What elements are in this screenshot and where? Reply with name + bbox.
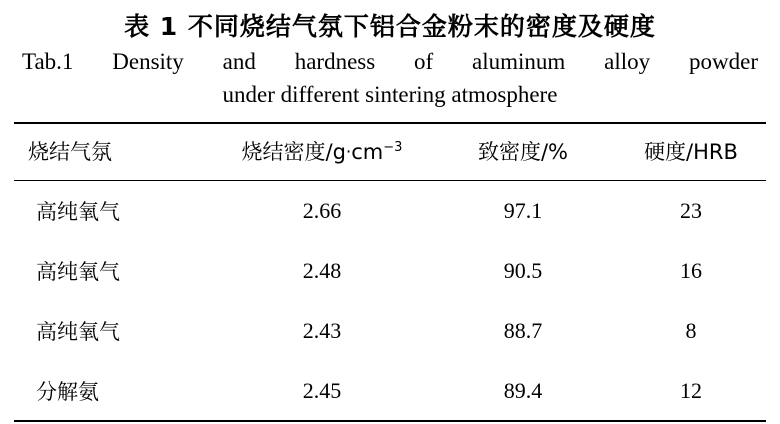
cell-atmosphere: 高纯氧气	[36, 200, 120, 224]
cell-density: 2.43	[302, 318, 342, 343]
caption-english-line-2: under different sintering atmosphere	[222, 82, 558, 107]
cell-density: 2.48	[302, 258, 342, 283]
cell-hardness: 23	[680, 198, 702, 223]
table-header	[14, 123, 766, 181]
column-header-density-dot: ·	[345, 141, 352, 162]
table-caption	[14, 10, 766, 110]
column-header-atmosphere: 烧结气氛	[14, 123, 214, 181]
column-header-density-text: 烧结密度/g	[241, 140, 346, 164]
cell-density: 2.45	[302, 378, 342, 403]
caption-chinese: 表 1 不同烧结气氛下铝合金粉末的密度及硬度	[124, 12, 656, 41]
cell-density: 2.66	[302, 198, 342, 223]
column-header-hardness: 硬度/HRB	[616, 123, 766, 181]
table-row	[14, 241, 766, 301]
table-header-row	[14, 123, 766, 181]
table-bottom-rule	[14, 420, 766, 422]
caption-english-line-1: Tab.1 Density and hardness of aluminum alloy powder	[22, 49, 758, 74]
cell-atmosphere: 分解氨	[36, 380, 99, 404]
cell-relative-density: 89.4	[503, 378, 543, 403]
cell-atmosphere: 高纯氧气	[36, 320, 120, 344]
cell-atmosphere: 高纯氧气	[36, 260, 120, 284]
cell-hardness: 12	[680, 378, 702, 403]
cell-hardness: 8	[685, 318, 697, 343]
cell-relative-density: 88.7	[503, 318, 543, 343]
column-header-sintered-density	[214, 123, 430, 181]
column-header-density-unit: cm	[351, 140, 384, 164]
column-header-relative-density: 致密度/%	[430, 123, 616, 181]
data-table	[14, 122, 766, 420]
table-row	[14, 361, 766, 420]
table-body	[14, 181, 766, 421]
cell-relative-density: 97.1	[503, 198, 543, 223]
column-header-density-exponent: −3	[383, 140, 403, 155]
cell-hardness: 16	[680, 258, 702, 283]
cell-relative-density: 90.5	[503, 258, 543, 283]
table-row	[14, 181, 766, 242]
table-row	[14, 301, 766, 361]
